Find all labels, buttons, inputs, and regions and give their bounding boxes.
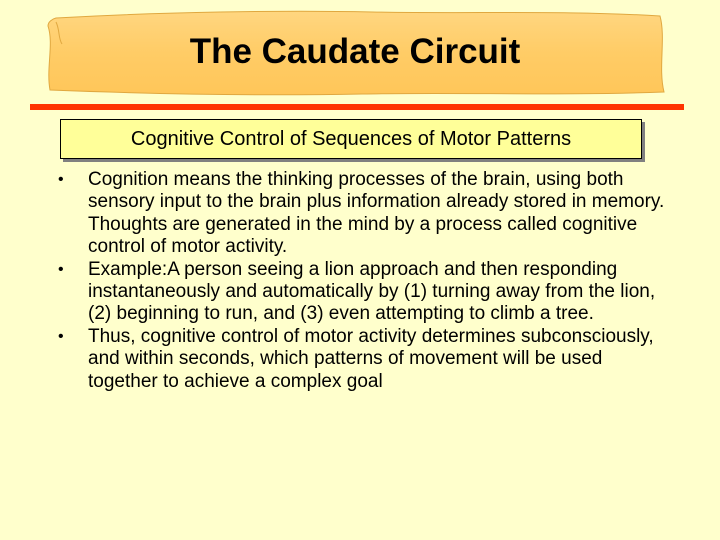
bullet-marker: •	[58, 171, 64, 188]
bullet-item	[0, 259, 670, 326]
slide-title: The Caudate Circuit	[189, 32, 521, 71]
slide-subtitle: Cognitive Control of Sequences of Motor Patterns	[130, 127, 572, 150]
bullet-text: Thus, cognitive control of motor activity determines subconsciously, and within seconds, which patterns of movement will be used together to achieve a complex goal	[88, 325, 654, 392]
bullet-text: Cognition means the thinking processes of the brain, using both sensory input to the brain plus information already stored in memory. Thoughts are generated in the mind by a process called cognitive control of motor activity.	[88, 169, 665, 258]
bullet-item	[0, 169, 670, 259]
bullet-marker: •	[58, 327, 64, 345]
bullet-text: Example:A person seeing a lion approach and then responding instantaneously and automatically by (1) turning away from the lion, (2) beginning to run, and (3) even attempting to climb a tree.	[88, 258, 656, 325]
subtitle-box	[60, 119, 642, 159]
divider-rule	[30, 104, 684, 110]
bullet-marker: •	[58, 260, 64, 278]
title-banner	[42, 8, 668, 98]
bullet-list	[0, 169, 720, 393]
bullet-item	[0, 326, 670, 393]
